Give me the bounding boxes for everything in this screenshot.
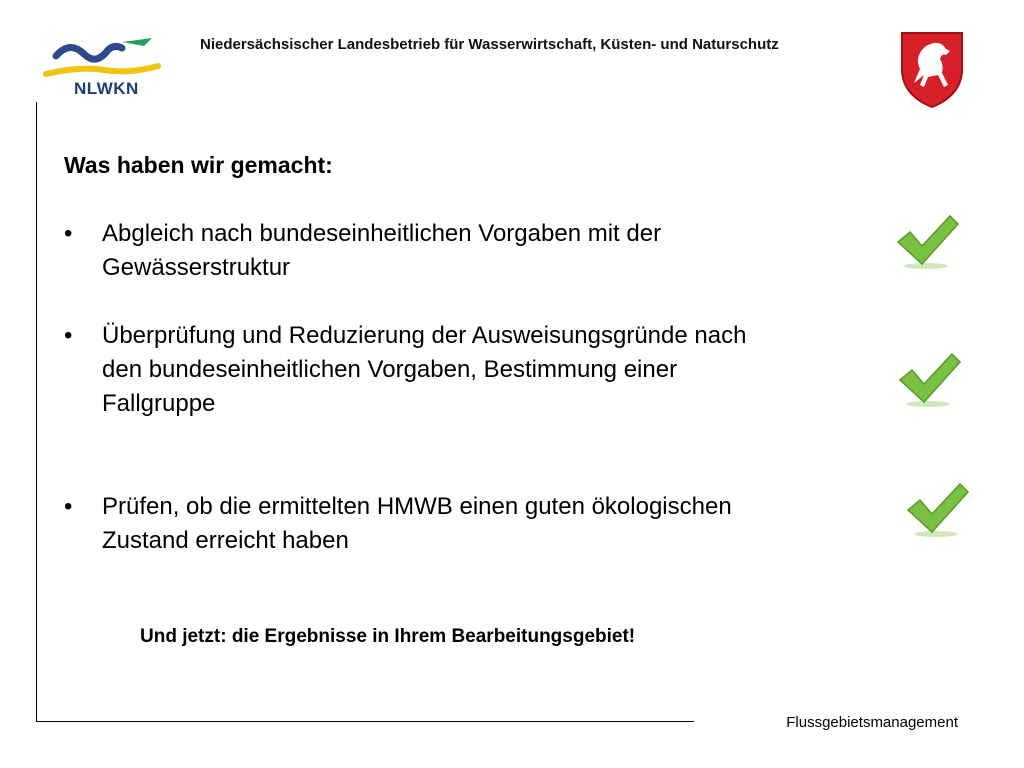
- bullet-text: Abgleich nach bundeseinheitlichen Vorgaben mit der Gewässerstruktur: [102, 220, 662, 281]
- bullet-symbol: •: [64, 220, 73, 247]
- closing-statement: Und jetzt: die Ergebnisse in Ihrem Bearbeitungsgebiet!: [140, 626, 636, 647]
- vertical-divider: [36, 102, 37, 722]
- checkmark-icon: [898, 350, 962, 408]
- bullet-item: [64, 217, 882, 285]
- bullet-text: Überprüfung und Reduzierung der Ausweisungsgründe nach den bundeseinheitlichen Vorgaben, Bestimmung einer Fallgruppe: [102, 322, 747, 417]
- bullet-symbol: •: [64, 322, 73, 349]
- nlwkn-logo: [40, 36, 164, 106]
- slide-heading: Was haben wir gemacht:: [64, 152, 333, 178]
- checkmark-icon: [896, 212, 960, 270]
- lower-saxony-crest-icon: [898, 29, 966, 109]
- footer-label: Flussgebietsmanagement: [786, 714, 958, 731]
- horizontal-divider: [36, 721, 694, 722]
- checkmark-icon: [906, 480, 970, 538]
- organization-name: Niedersächsischer Landesbetrieb für Wasserwirtschaft, Küsten- und Naturschutz: [200, 36, 779, 53]
- bullet-text: Prüfen, ob die ermittelten HMWB einen guten ökologischen Zustand erreicht haben: [102, 493, 732, 554]
- logo-text: NLWKN: [74, 79, 139, 98]
- bullet-symbol: •: [64, 493, 73, 520]
- bullet-item: [64, 319, 882, 421]
- bullet-item: [64, 490, 882, 558]
